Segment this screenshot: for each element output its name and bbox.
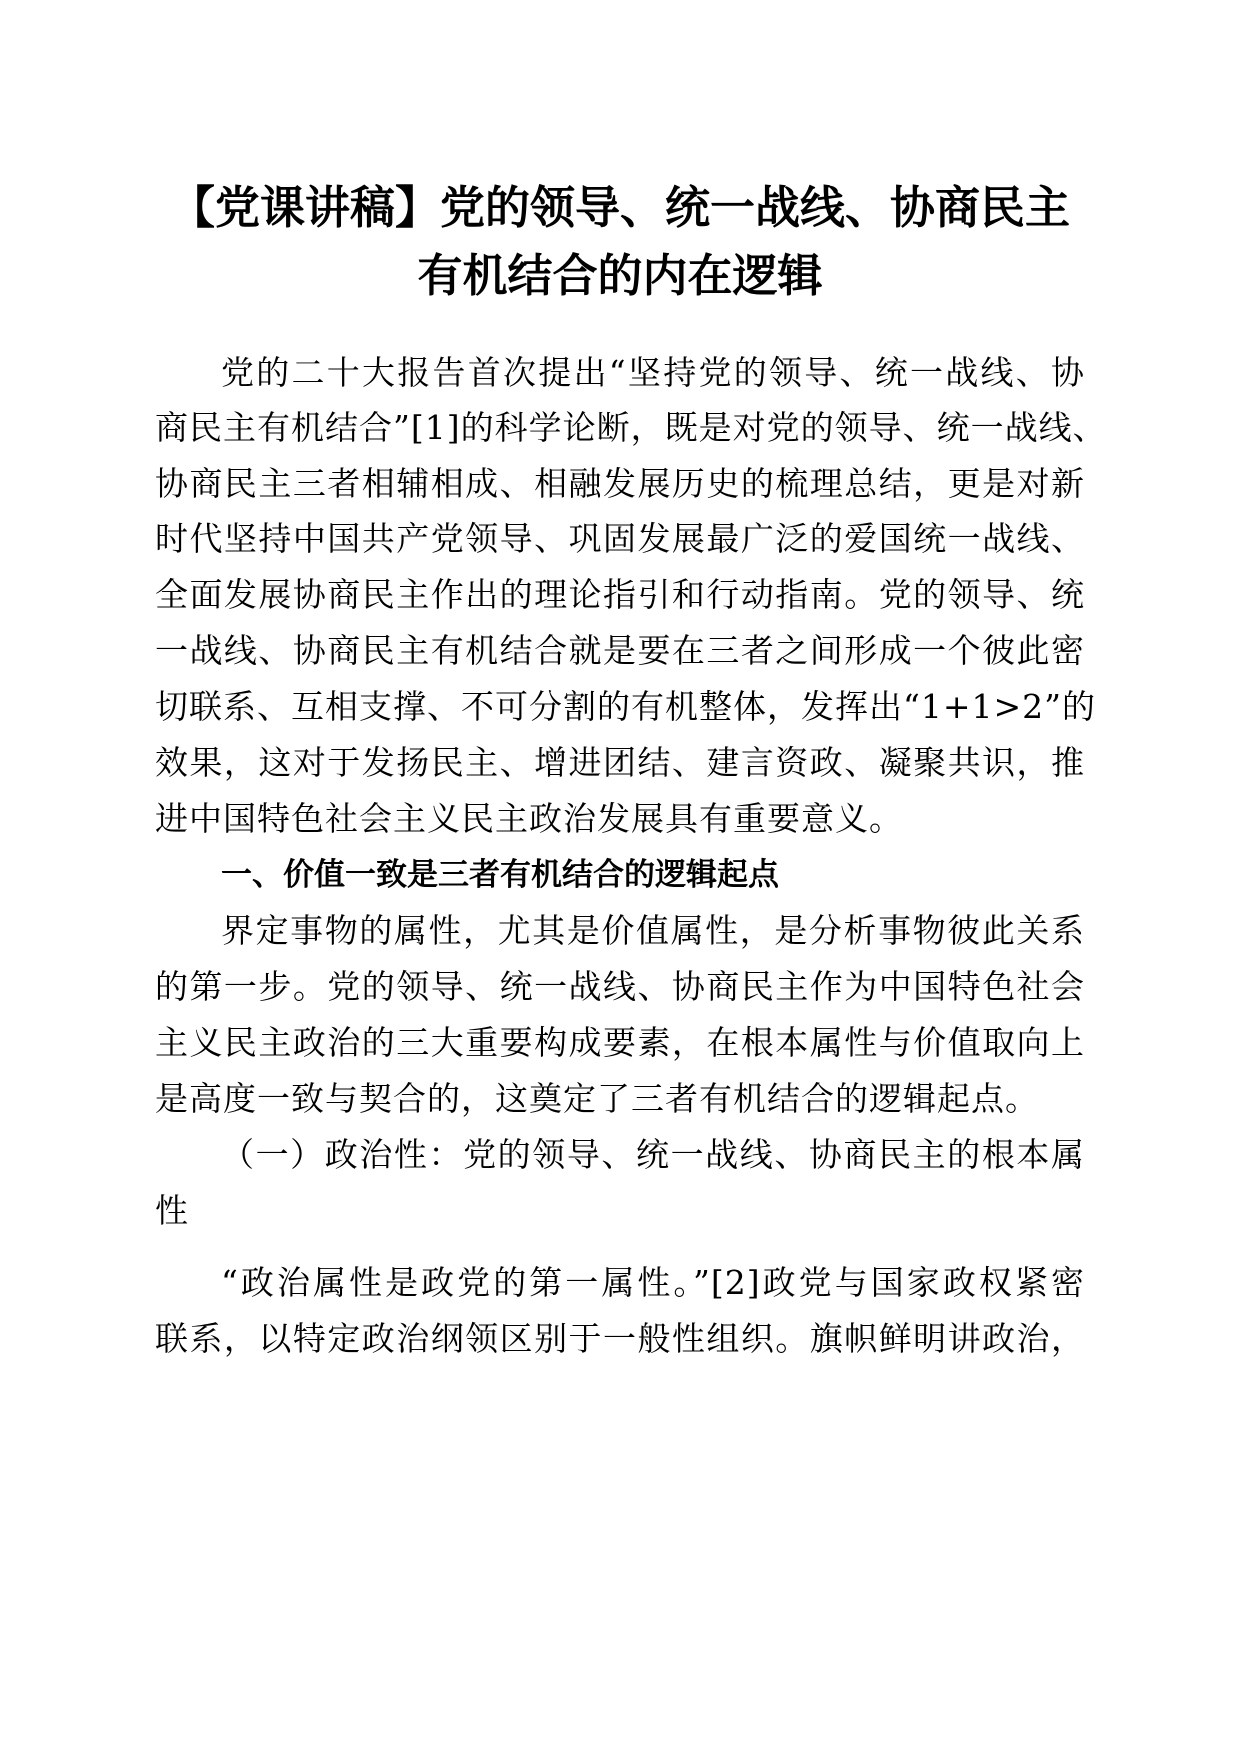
paragraph-2-line: 的第一步。党的领导、统一战线、协商民主作为中国特色社会 [155,967,1085,1006]
paragraph-1-line: 效果，这对于发扬民主、增进团结、建言资政、凝聚共识，推 [155,743,1085,782]
subsection-1-heading-line: （一）政治性：党的领导、统一战线、协商民主的根本属 [221,1135,1085,1174]
document-title-line-2: 有机结合的内在逻辑 [417,249,823,302]
subsection-1-heading-line: 性 [155,1191,189,1230]
paragraph-1-line: 时代坚持中国共产党领导、巩固发展最广泛的爱国统一战线、 [155,519,1085,558]
paragraph-3-line: “政治属性是政党的第一属性。”[2]政党与国家政权紧密 [221,1263,1085,1302]
paragraph-2-line: 是高度一致与契合的，这奠定了三者有机结合的逻辑起点。 [155,1079,1039,1118]
paragraph-1-line: 一战线、协商民主有机结合就是要在三者之间形成一个彼此密 [155,631,1085,670]
paragraph-1-line: 协商民主三者相辅相成、相融发展历史的梳理总结，更是对新 [155,464,1085,503]
paragraph-3-line: 联系，以特定政治纲领区别于一般性组织。旗帜鲜明讲政治， [155,1319,1085,1358]
paragraph-2-line: 主义民主政治的三大重要构成要素，在根本属性与价值取向上 [155,1023,1085,1062]
paragraph-1-line: 商民主有机结合”[1]的科学论断，既是对党的领导、统一战线、 [155,408,1107,447]
paragraph-1-line: 党的二十大报告首次提出“坚持党的领导、统一战线、协 [221,353,1085,392]
paragraph-1-line: 切联系、互相支撑、不可分割的有机整体，发挥出“1+1>2”的 [155,687,1097,726]
section-1-heading: 一、价值一致是三者有机结合的逻辑起点 [221,857,779,893]
paragraph-1-line: 全面发展协商民主作出的理论指引和行动指南。党的领导、统 [155,575,1085,614]
paragraph-2-line: 界定事物的属性，尤其是价值属性，是分析事物彼此关系 [221,911,1085,950]
document-title-line-1: 【党课讲稿】党的领导、统一战线、协商民主 [169,181,1070,234]
paragraph-1-line: 进中国特色社会主义民主政治发展具有重要意义。 [155,799,903,838]
